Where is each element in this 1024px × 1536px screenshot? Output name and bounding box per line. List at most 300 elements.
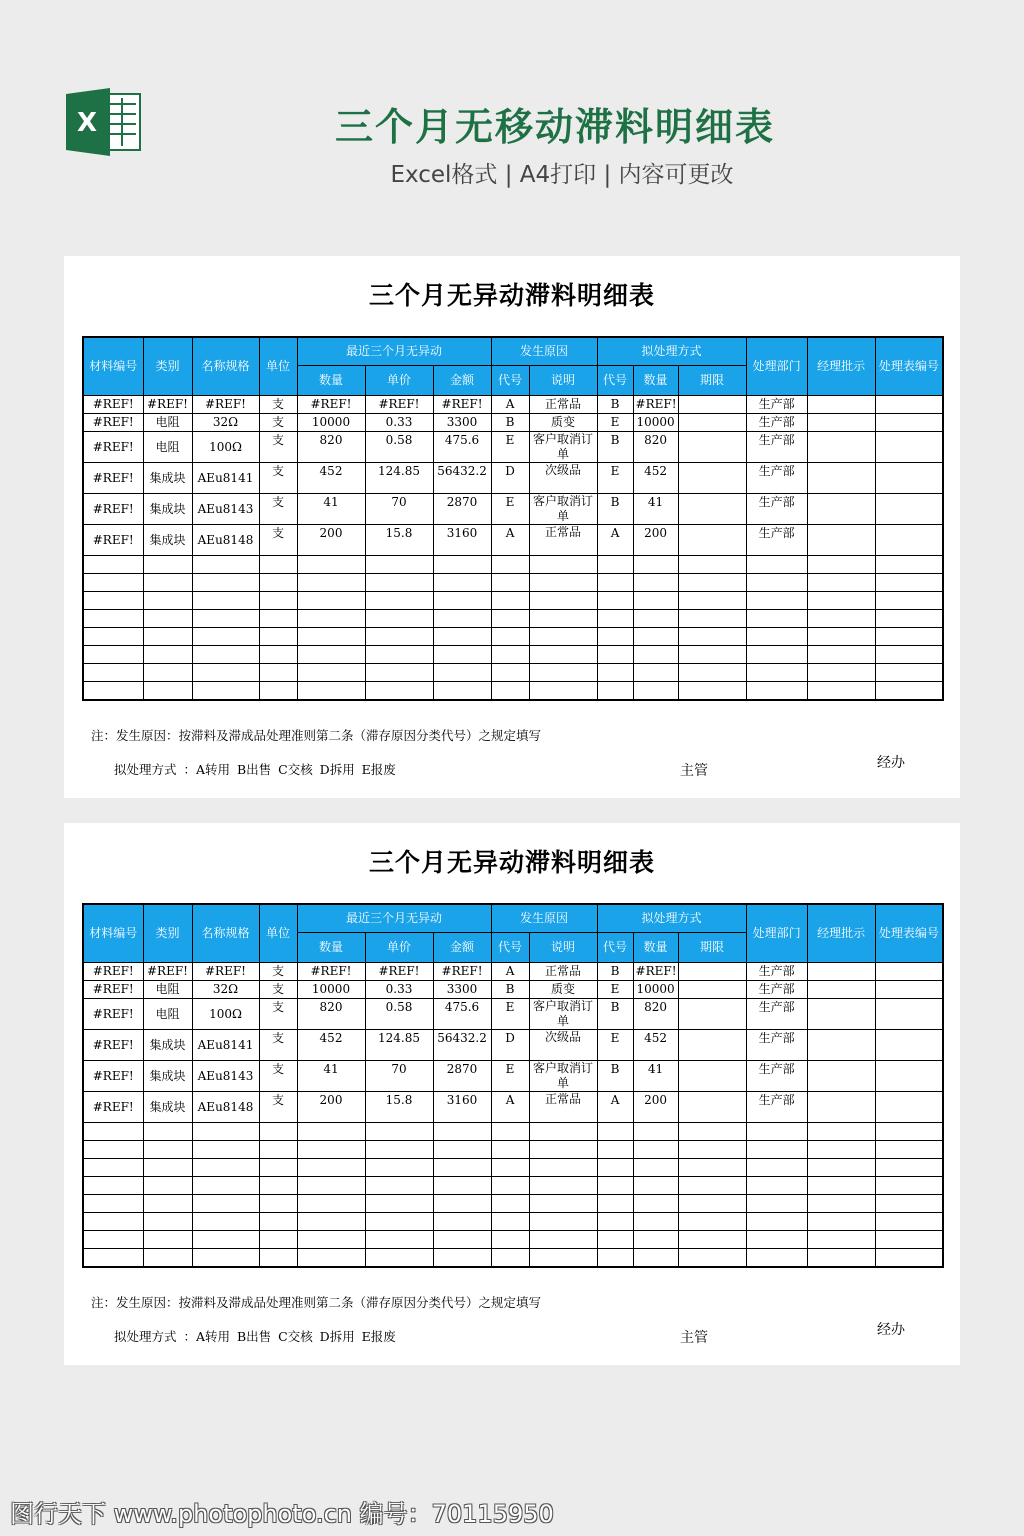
- table-cell: D: [491, 462, 529, 493]
- sheet-1: [64, 256, 960, 798]
- empty-cell: [678, 1158, 746, 1176]
- empty-cell: [143, 1194, 192, 1212]
- empty-cell: [143, 555, 192, 573]
- empty-cell: [491, 627, 529, 645]
- table-cell: 正常品: [529, 524, 597, 555]
- empty-cell: [746, 555, 807, 573]
- empty-row: [83, 1248, 943, 1267]
- empty-cell: [365, 1158, 433, 1176]
- table-cell: 集成块: [143, 524, 192, 555]
- table-cell: [875, 413, 943, 431]
- empty-cell: [597, 1230, 633, 1248]
- empty-cell: [433, 555, 491, 573]
- empty-cell: [746, 681, 807, 700]
- empty-cell: [491, 1122, 529, 1140]
- page-header: [0, 0, 1024, 230]
- table-cell: E: [597, 413, 633, 431]
- table-cell: 生产部: [746, 1091, 807, 1122]
- table-cell: #REF!: [83, 1060, 143, 1091]
- table-cell: [807, 462, 875, 493]
- empty-cell: [259, 609, 297, 627]
- table-cell: [678, 431, 746, 462]
- table-cell: #REF!: [83, 1091, 143, 1122]
- table-cell: #REF!: [83, 980, 143, 998]
- empty-cell: [491, 1248, 529, 1267]
- empty-cell: [433, 1230, 491, 1248]
- empty-cell: [746, 1122, 807, 1140]
- table-cell: 15.8: [365, 524, 433, 555]
- table-cell: 正常品: [529, 395, 597, 413]
- empty-cell: [83, 555, 143, 573]
- table-cell: 41: [633, 1060, 678, 1091]
- table-cell: 电阻: [143, 998, 192, 1029]
- empty-row: [83, 1212, 943, 1230]
- col-material-no: 材料编号: [83, 904, 143, 962]
- empty-cell: [143, 1122, 192, 1140]
- table-cell: 生产部: [746, 493, 807, 524]
- table-cell: 452: [633, 1029, 678, 1060]
- table-cell: 70: [365, 493, 433, 524]
- table-cell: [875, 462, 943, 493]
- empty-row: [83, 1122, 943, 1140]
- table-cell: 200: [633, 1091, 678, 1122]
- table-header: [83, 337, 943, 395]
- empty-cell: [433, 645, 491, 663]
- empty-cell: [633, 627, 678, 645]
- table-cell: 820: [297, 998, 365, 1029]
- empty-cell: [297, 681, 365, 700]
- empty-cell: [633, 591, 678, 609]
- table-cell: 32Ω: [192, 413, 259, 431]
- table-cell: 200: [633, 524, 678, 555]
- empty-cell: [491, 1194, 529, 1212]
- table-cell: 集成块: [143, 493, 192, 524]
- table-cell: 32Ω: [192, 980, 259, 998]
- col-name-spec: 名称规格: [192, 904, 259, 962]
- empty-cell: [259, 627, 297, 645]
- empty-cell: [259, 1140, 297, 1158]
- empty-row: [83, 1140, 943, 1158]
- stock-table: [82, 336, 944, 701]
- empty-cell: [192, 1176, 259, 1194]
- table-cell: AEu8148: [192, 1091, 259, 1122]
- table-cell: 200: [297, 1091, 365, 1122]
- empty-cell: [678, 1194, 746, 1212]
- empty-cell: [678, 1140, 746, 1158]
- empty-cell: [491, 1230, 529, 1248]
- empty-cell: [83, 1176, 143, 1194]
- empty-cell: [192, 1248, 259, 1267]
- empty-cell: [633, 1176, 678, 1194]
- table-cell: [678, 1060, 746, 1091]
- empty-cell: [678, 1248, 746, 1267]
- empty-cell: [597, 1176, 633, 1194]
- empty-cell: [875, 555, 943, 573]
- col-group-plan: 拟处理方式: [597, 337, 746, 365]
- sheet-title: 三个月无异动滞料明细表: [368, 281, 655, 310]
- empty-cell: [192, 573, 259, 591]
- empty-cell: [529, 1212, 597, 1230]
- empty-cell: [297, 1212, 365, 1230]
- note-cause: 注：发生原因：按滞料及滞成品处理准则第二条（滞存原因分类代号）之规定填写: [91, 728, 542, 743]
- empty-cell: [875, 645, 943, 663]
- empty-cell: [678, 1230, 746, 1248]
- empty-cell: [259, 1230, 297, 1248]
- table-cell: [875, 395, 943, 413]
- table-cell: 集成块: [143, 1091, 192, 1122]
- table-row: [83, 431, 943, 462]
- table-cell: 124.85: [365, 1029, 433, 1060]
- empty-cell: [807, 1212, 875, 1230]
- table-cell: A: [491, 395, 529, 413]
- table-cell: 生产部: [746, 431, 807, 462]
- table-cell: 452: [297, 1029, 365, 1060]
- table-cell: #REF!: [633, 395, 678, 413]
- empty-cell: [192, 609, 259, 627]
- table-cell: 生产部: [746, 1060, 807, 1091]
- empty-cell: [83, 645, 143, 663]
- empty-cell: [807, 681, 875, 700]
- table-cell: 正常品: [529, 962, 597, 980]
- table-cell: [807, 395, 875, 413]
- empty-cell: [259, 1248, 297, 1267]
- table-cell: 475.6: [433, 998, 491, 1029]
- table-cell: 次级品: [529, 462, 597, 493]
- table-cell: E: [491, 998, 529, 1029]
- empty-cell: [875, 591, 943, 609]
- table-cell: [807, 962, 875, 980]
- empty-cell: [297, 627, 365, 645]
- empty-cell: [365, 591, 433, 609]
- empty-cell: [192, 645, 259, 663]
- empty-cell: [491, 681, 529, 700]
- table-cell: 电阻: [143, 431, 192, 462]
- col-cause-code: 代号: [491, 932, 529, 962]
- empty-cell: [875, 1176, 943, 1194]
- empty-cell: [297, 1122, 365, 1140]
- col-price: 单价: [365, 365, 433, 395]
- table-cell: [807, 493, 875, 524]
- sheet-2: [64, 823, 960, 1365]
- empty-cell: [491, 663, 529, 681]
- table-cell: AEu8143: [192, 1060, 259, 1091]
- empty-cell: [192, 1230, 259, 1248]
- empty-cell: [597, 1212, 633, 1230]
- empty-cell: [143, 645, 192, 663]
- empty-cell: [633, 1140, 678, 1158]
- empty-cell: [433, 663, 491, 681]
- empty-cell: [192, 591, 259, 609]
- table-cell: [875, 1029, 943, 1060]
- empty-row: [83, 609, 943, 627]
- handler-signature-label: 经办: [877, 755, 905, 771]
- col-unit: 单位: [259, 904, 297, 962]
- table-cell: 质变: [529, 413, 597, 431]
- table-cell: 56432.2: [433, 1029, 491, 1060]
- empty-cell: [433, 1194, 491, 1212]
- empty-cell: [491, 609, 529, 627]
- empty-cell: [746, 1176, 807, 1194]
- empty-cell: [491, 1158, 529, 1176]
- table-cell: [807, 1091, 875, 1122]
- empty-cell: [875, 1140, 943, 1158]
- empty-cell: [143, 573, 192, 591]
- empty-cell: [746, 1140, 807, 1158]
- empty-cell: [433, 1212, 491, 1230]
- empty-cell: [678, 681, 746, 700]
- table-cell: [807, 998, 875, 1029]
- empty-cell: [365, 1230, 433, 1248]
- empty-cell: [365, 681, 433, 700]
- table-cell: 0.33: [365, 413, 433, 431]
- empty-cell: [365, 609, 433, 627]
- empty-cell: [875, 663, 943, 681]
- table-row: [83, 462, 943, 493]
- empty-cell: [633, 681, 678, 700]
- col-deadline: 期限: [678, 932, 746, 962]
- empty-cell: [433, 591, 491, 609]
- empty-cell: [807, 591, 875, 609]
- empty-cell: [597, 1194, 633, 1212]
- empty-cell: [297, 1248, 365, 1267]
- table-cell: 集成块: [143, 1029, 192, 1060]
- empty-cell: [297, 1158, 365, 1176]
- table-cell: D: [491, 1029, 529, 1060]
- note-plan-methods: 拟处理方式 ：A转用 B出售 C交核 D拆用 E报废: [114, 762, 396, 777]
- empty-cell: [807, 1122, 875, 1140]
- empty-cell: [297, 573, 365, 591]
- empty-cell: [365, 1122, 433, 1140]
- empty-cell: [678, 1176, 746, 1194]
- empty-cell: [83, 1248, 143, 1267]
- empty-row: [83, 591, 943, 609]
- table-cell: 100Ω: [192, 431, 259, 462]
- empty-cell: [597, 1248, 633, 1267]
- empty-cell: [633, 1158, 678, 1176]
- table-cell: [875, 962, 943, 980]
- empty-cell: [83, 573, 143, 591]
- table-cell: 客户取消订单: [529, 998, 597, 1029]
- table-cell: AEu8143: [192, 493, 259, 524]
- col-plan-code: 代号: [597, 932, 633, 962]
- empty-cell: [433, 1140, 491, 1158]
- col-amount: 金额: [433, 932, 491, 962]
- table-row: [83, 1029, 943, 1060]
- table-cell: 客户取消订单: [529, 493, 597, 524]
- table-cell: 100Ω: [192, 998, 259, 1029]
- table-cell: 0.58: [365, 431, 433, 462]
- empty-cell: [297, 1140, 365, 1158]
- empty-row: [83, 681, 943, 700]
- empty-cell: [875, 1230, 943, 1248]
- col-category: 类别: [143, 904, 192, 962]
- table-cell: #REF!: [83, 524, 143, 555]
- empty-cell: [597, 1122, 633, 1140]
- empty-cell: [83, 609, 143, 627]
- table-cell: 3160: [433, 524, 491, 555]
- table-cell: A: [491, 1091, 529, 1122]
- empty-cell: [365, 555, 433, 573]
- table-cell: 10000: [633, 413, 678, 431]
- table-cell: 生产部: [746, 962, 807, 980]
- empty-cell: [746, 609, 807, 627]
- table-cell: 支: [259, 1060, 297, 1091]
- supervisor-signature-label: 主管: [680, 1330, 708, 1346]
- empty-cell: [143, 663, 192, 681]
- table-cell: B: [597, 395, 633, 413]
- table-cell: 2870: [433, 493, 491, 524]
- empty-cell: [259, 573, 297, 591]
- empty-cell: [192, 663, 259, 681]
- table-cell: [678, 493, 746, 524]
- col-price: 单价: [365, 932, 433, 962]
- empty-cell: [807, 1248, 875, 1267]
- empty-row: [83, 573, 943, 591]
- table-cell: [875, 1060, 943, 1091]
- empty-cell: [365, 663, 433, 681]
- table-cell: A: [597, 1091, 633, 1122]
- empty-cell: [746, 1158, 807, 1176]
- empty-cell: [875, 573, 943, 591]
- empty-cell: [597, 645, 633, 663]
- table-cell: A: [491, 524, 529, 555]
- table-cell: #REF!: [297, 395, 365, 413]
- table-row: [83, 493, 943, 524]
- empty-cell: [143, 1230, 192, 1248]
- empty-row: [83, 1230, 943, 1248]
- table-cell: 支: [259, 980, 297, 998]
- empty-cell: [192, 1194, 259, 1212]
- table-cell: 2870: [433, 1060, 491, 1091]
- table-cell: #REF!: [297, 962, 365, 980]
- table-row: [83, 998, 943, 1029]
- table-cell: 生产部: [746, 395, 807, 413]
- empty-row: [83, 645, 943, 663]
- table-cell: #REF!: [433, 962, 491, 980]
- table-row: [83, 395, 943, 413]
- empty-cell: [491, 1140, 529, 1158]
- empty-cell: [365, 1212, 433, 1230]
- empty-cell: [678, 591, 746, 609]
- col-dept: 处理部门: [746, 337, 807, 395]
- empty-cell: [259, 1194, 297, 1212]
- empty-cell: [192, 1212, 259, 1230]
- empty-cell: [807, 573, 875, 591]
- empty-cell: [633, 1122, 678, 1140]
- empty-cell: [807, 555, 875, 573]
- empty-cell: [143, 681, 192, 700]
- note-plan-methods: 拟处理方式 ：A转用 B出售 C交核 D拆用 E报废: [114, 1329, 396, 1344]
- table-cell: B: [597, 431, 633, 462]
- empty-cell: [491, 555, 529, 573]
- table-cell: [678, 395, 746, 413]
- col-unit: 单位: [259, 337, 297, 395]
- empty-cell: [433, 627, 491, 645]
- empty-cell: [875, 1248, 943, 1267]
- table-cell: [875, 524, 943, 555]
- empty-cell: [678, 1122, 746, 1140]
- table-cell: 41: [633, 493, 678, 524]
- table-cell: #REF!: [83, 493, 143, 524]
- table-cell: 支: [259, 395, 297, 413]
- empty-cell: [491, 573, 529, 591]
- table-header: [83, 904, 943, 962]
- empty-cell: [875, 1122, 943, 1140]
- sheet-title: 三个月无异动滞料明细表: [368, 848, 655, 877]
- table-cell: 56432.2: [433, 462, 491, 493]
- table-cell: 支: [259, 1091, 297, 1122]
- col-qty: 数量: [297, 932, 365, 962]
- table-cell: 支: [259, 493, 297, 524]
- empty-cell: [746, 591, 807, 609]
- empty-cell: [746, 1230, 807, 1248]
- table-cell: #REF!: [83, 431, 143, 462]
- table-cell: [875, 493, 943, 524]
- empty-cell: [259, 1212, 297, 1230]
- empty-cell: [678, 555, 746, 573]
- table-cell: [678, 1091, 746, 1122]
- empty-cell: [143, 627, 192, 645]
- table-cell: #REF!: [143, 395, 192, 413]
- col-dept: 处理部门: [746, 904, 807, 962]
- table-cell: E: [597, 980, 633, 998]
- table-cell: E: [597, 462, 633, 493]
- empty-cell: [597, 609, 633, 627]
- table-cell: B: [491, 413, 529, 431]
- watermark: 图行天下 www.photophoto.cn 编号：70115950: [10, 1500, 554, 1528]
- empty-cell: [433, 681, 491, 700]
- empty-cell: [143, 609, 192, 627]
- empty-cell: [746, 627, 807, 645]
- empty-cell: [633, 663, 678, 681]
- table-cell: B: [597, 962, 633, 980]
- table-cell: B: [597, 493, 633, 524]
- empty-cell: [875, 627, 943, 645]
- empty-cell: [297, 609, 365, 627]
- table-cell: A: [597, 524, 633, 555]
- empty-cell: [529, 1140, 597, 1158]
- empty-cell: [297, 1176, 365, 1194]
- table-cell: AEu8141: [192, 1029, 259, 1060]
- table-cell: E: [491, 493, 529, 524]
- empty-cell: [807, 1176, 875, 1194]
- empty-cell: [529, 1158, 597, 1176]
- table-cell: 452: [633, 462, 678, 493]
- table-row: [83, 1091, 943, 1122]
- empty-cell: [529, 627, 597, 645]
- empty-cell: [192, 1122, 259, 1140]
- empty-cell: [297, 645, 365, 663]
- table-cell: 生产部: [746, 524, 807, 555]
- table-cell: #REF!: [83, 962, 143, 980]
- empty-cell: [297, 555, 365, 573]
- col-plan-qty: 数量: [633, 365, 678, 395]
- table-cell: [678, 462, 746, 493]
- table-cell: 3300: [433, 980, 491, 998]
- empty-cell: [807, 627, 875, 645]
- col-category: 类别: [143, 337, 192, 395]
- col-group-recent: 最近三个月无异动: [297, 337, 491, 365]
- empty-cell: [597, 1140, 633, 1158]
- table-cell: 生产部: [746, 462, 807, 493]
- table-cell: 15.8: [365, 1091, 433, 1122]
- empty-cell: [875, 681, 943, 700]
- empty-cell: [807, 1230, 875, 1248]
- empty-cell: [746, 645, 807, 663]
- table-cell: #REF!: [365, 962, 433, 980]
- empty-row: [83, 627, 943, 645]
- empty-cell: [633, 1230, 678, 1248]
